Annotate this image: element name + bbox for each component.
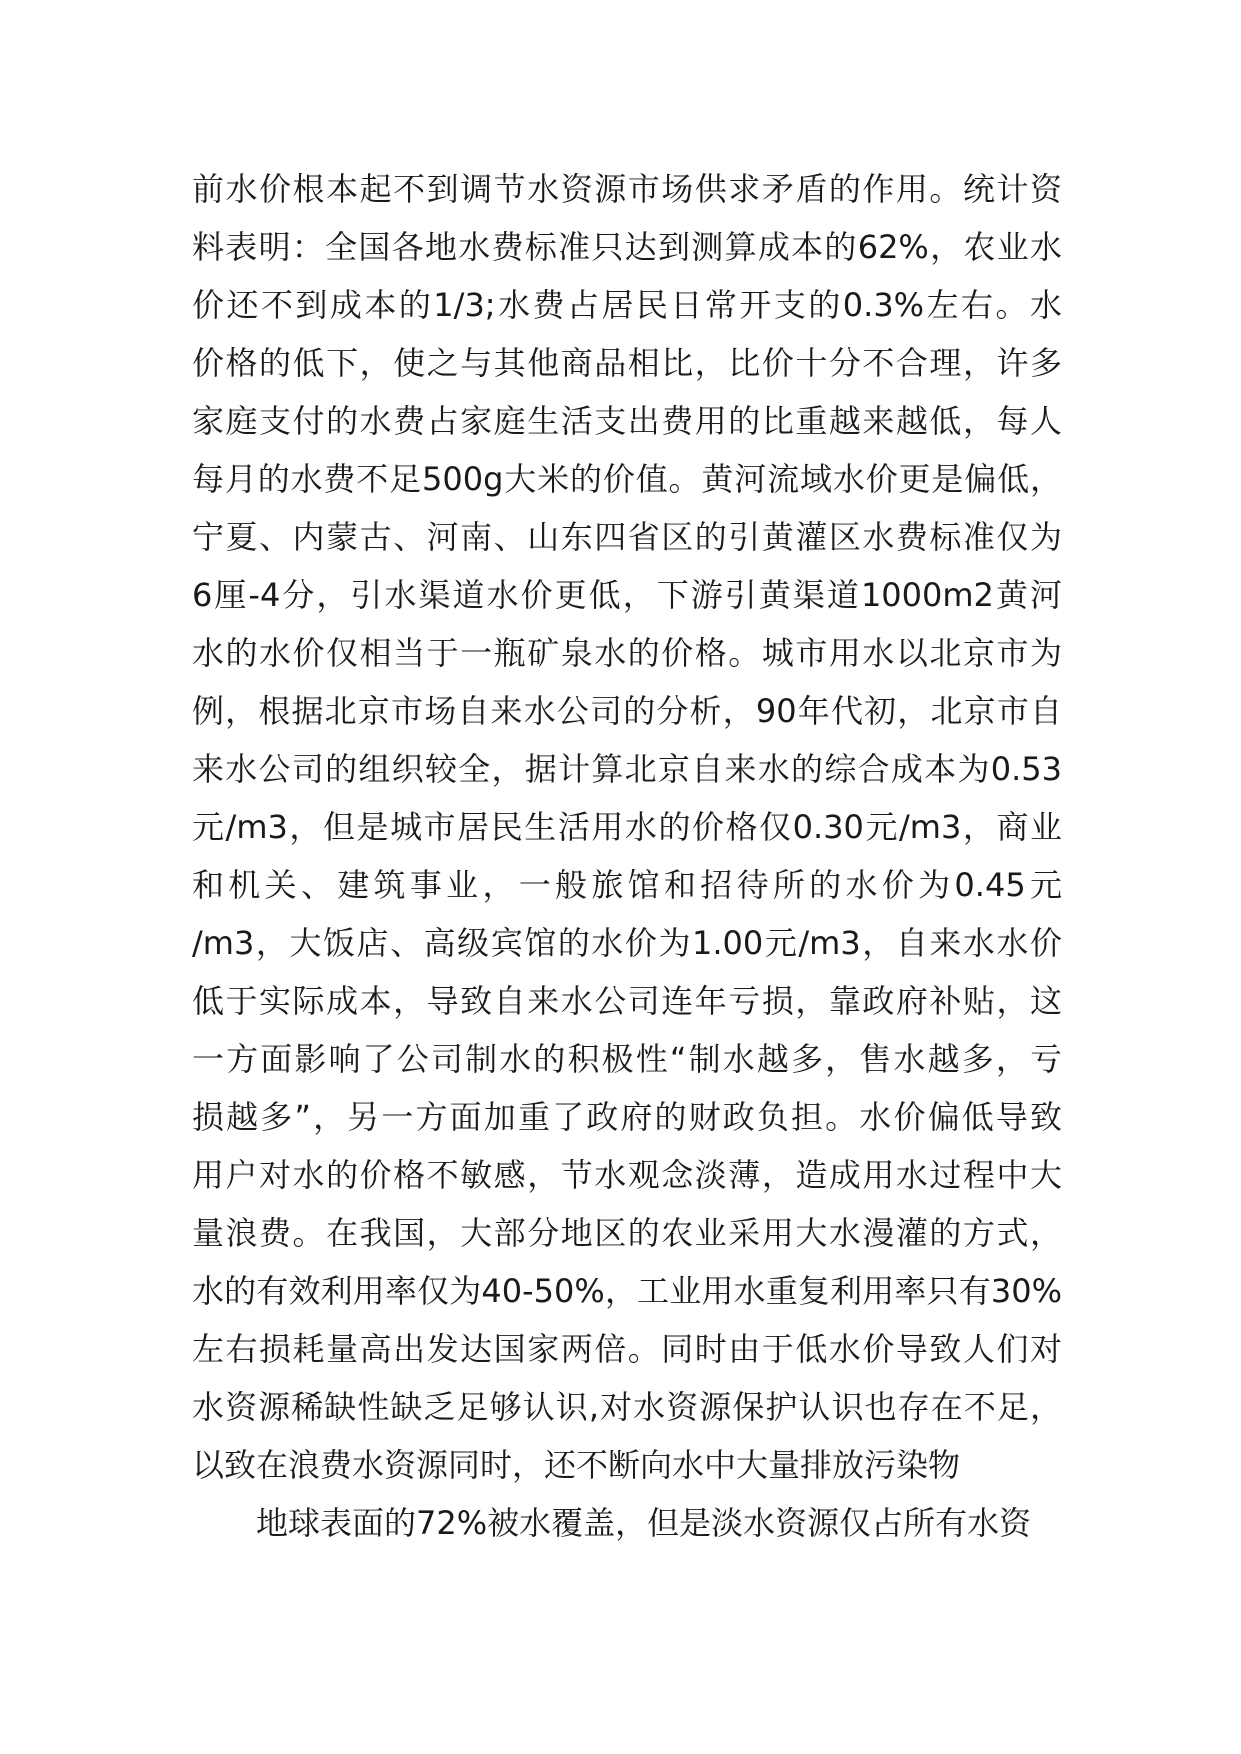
text-line: 以致在浪费水资源同时，还不断向水中大量排放污染物	[192, 1446, 961, 1484]
text-line: 水的水价仅相当于一瓶矿泉水的价格。城市用水以北京市为	[192, 634, 1062, 672]
text-line: 左右损耗量高出发达国家两倍。同时由于低水价导致人们对	[192, 1330, 1062, 1368]
text-line: /m3，大饭店、高级宾馆的水价为1.00元/m3，自来水水价	[192, 924, 1062, 962]
text-line: 量浪费。在我国，大部分地区的农业采用大水漫灌的方式，	[192, 1214, 1062, 1252]
text-line: 料表明：全国各地水费标准只达到测算成本的62%，农业水	[192, 228, 1062, 266]
text-line: 前水价根本起不到调节水资源市场供求矛盾的作用。统计资	[192, 170, 1062, 208]
text-line: 例，根据北京市场自来水公司的分析，90年代初，北京市自	[192, 692, 1062, 730]
text-line: 损越多”，另一方面加重了政府的财政负担。水价偏低导致	[192, 1098, 1062, 1136]
text-line: 水资源稀缺性缺乏足够认识,对水资源保护认识也存在不足，	[192, 1388, 1062, 1426]
text-line: 来水公司的组织较全，据计算北京自来水的综合成本为0.53	[192, 750, 1062, 788]
text-line: 元/m3，但是城市居民生活用水的价格仅0.30元/m3，商业	[192, 808, 1062, 846]
text-line: 低于实际成本，导致自来水公司连年亏损，靠政府补贴，这	[192, 982, 1062, 1020]
text-line: 每月的水费不足500g大米的价值。黄河流域水价更是偏低，	[192, 460, 1062, 498]
text-line: 6厘-4分，引水渠道水价更低，下游引黄渠道1000m2黄河	[192, 576, 1062, 614]
body-text	[192, 160, 1062, 1552]
text-line: 价还不到成本的1/3;水费占居民日常开支的0.3%左右。水	[192, 286, 1062, 324]
text-line: 地球表面的72%被水覆盖，但是淡水资源仅占所有水资	[256, 1504, 1032, 1542]
text-line: 水的有效利用率仅为40-50%，工业用水重复利用率只有30%	[192, 1272, 1062, 1310]
text-line: 宁夏、内蒙古、河南、山东四省区的引黄灌区水费标准仅为	[192, 518, 1062, 556]
text-line: 和机关、建筑事业，一般旅馆和招待所的水价为0.45元	[192, 866, 1062, 904]
text-line: 用户对水的价格不敏感，节水观念淡薄，造成用水过程中大	[192, 1156, 1062, 1194]
text-line: 价格的低下，使之与其他商品相比，比价十分不合理，许多	[192, 344, 1062, 382]
text-line: 家庭支付的水费占家庭生活支出费用的比重越来越低，每人	[192, 402, 1062, 440]
text-line: 一方面影响了公司制水的积极性“制水越多，售水越多，亏	[192, 1040, 1062, 1078]
